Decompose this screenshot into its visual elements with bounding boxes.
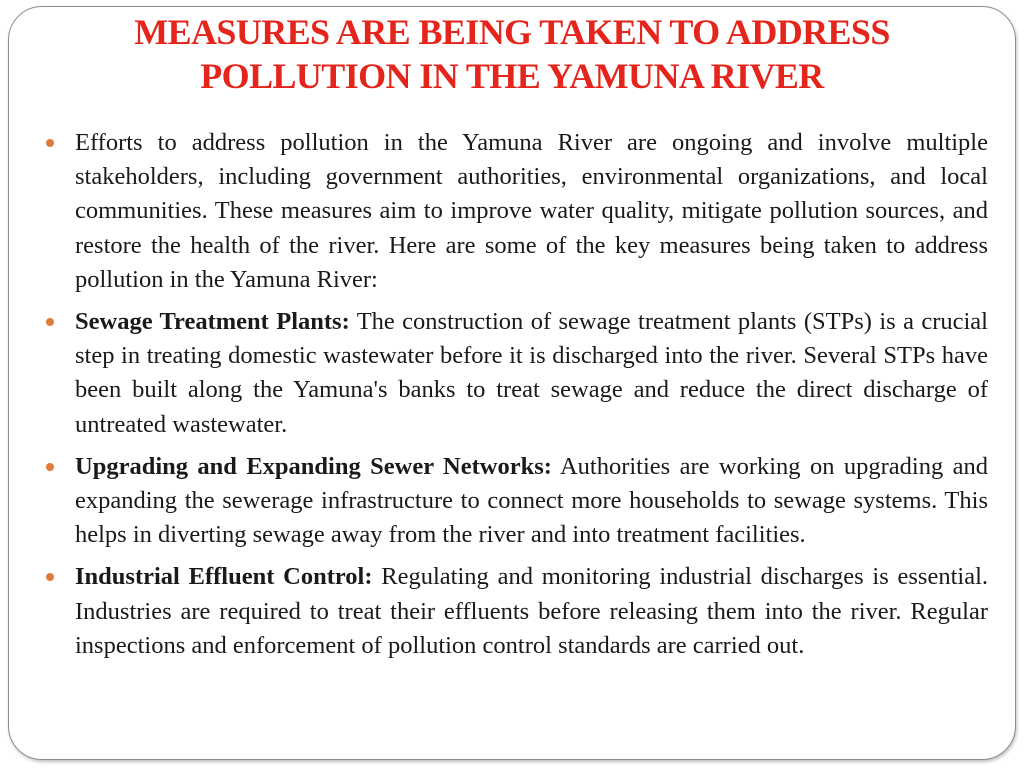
bullet-item-sewage-treatment-plants — [46, 305, 988, 442]
slide-title — [20, 10, 1004, 98]
bullet-list — [46, 126, 988, 671]
slide-title-line-2: POLLUTION IN THE YAMUNA RIVER — [200, 56, 824, 96]
bullet-dot-icon — [46, 139, 54, 147]
bullet-heading: Sewage Treatment Plants: — [75, 308, 350, 336]
bullet-item-intro — [46, 126, 988, 297]
bullet-heading: Industrial Effluent Control: — [75, 563, 373, 591]
slide-title-line-1: MEASURES ARE BEING TAKEN TO ADDRESS — [134, 12, 890, 52]
bullet-text: Regulating and monitoring industrial discharges is essential. Industries are required to treat their effluents before releasing them into the river. Regular inspections and enforcement of pollution control standards are carried out. — [75, 563, 989, 659]
bullet-dot-icon — [46, 573, 54, 581]
bullet-dot-icon — [46, 463, 54, 471]
bullet-heading: Upgrading and Expanding Sewer Networks: — [75, 452, 552, 480]
bullet-text: The construction of sewage treatment plants (STPs) is a crucial step in treating domestic wastewater before it is discharged into the river. Several STPs have been built along the Yamuna's banks to treat sewage and reduce the direct discharge of untreated wastewater. — [75, 308, 988, 438]
bullet-item-industrial-effluent — [46, 560, 988, 663]
bullet-text: Efforts to address pollution in the Yamuna River are ongoing and involve multiple stakeholders, including government authorities, environmental organizations, and local communities. These measures aim to improve water quality, mitigate pollution sources, and restore the health of the river. Here are some of the key measures being taken to address pollution in the Yamuna River: — [75, 129, 988, 293]
bullet-item-sewer-networks — [46, 450, 988, 553]
bullet-dot-icon — [46, 318, 54, 326]
bullet-text: Authorities are working on upgrading and expanding the sewerage infrastructure to connect more households to sewage systems. This helps in diverting sewage away from the river and into treatment facilities. — [75, 452, 988, 549]
